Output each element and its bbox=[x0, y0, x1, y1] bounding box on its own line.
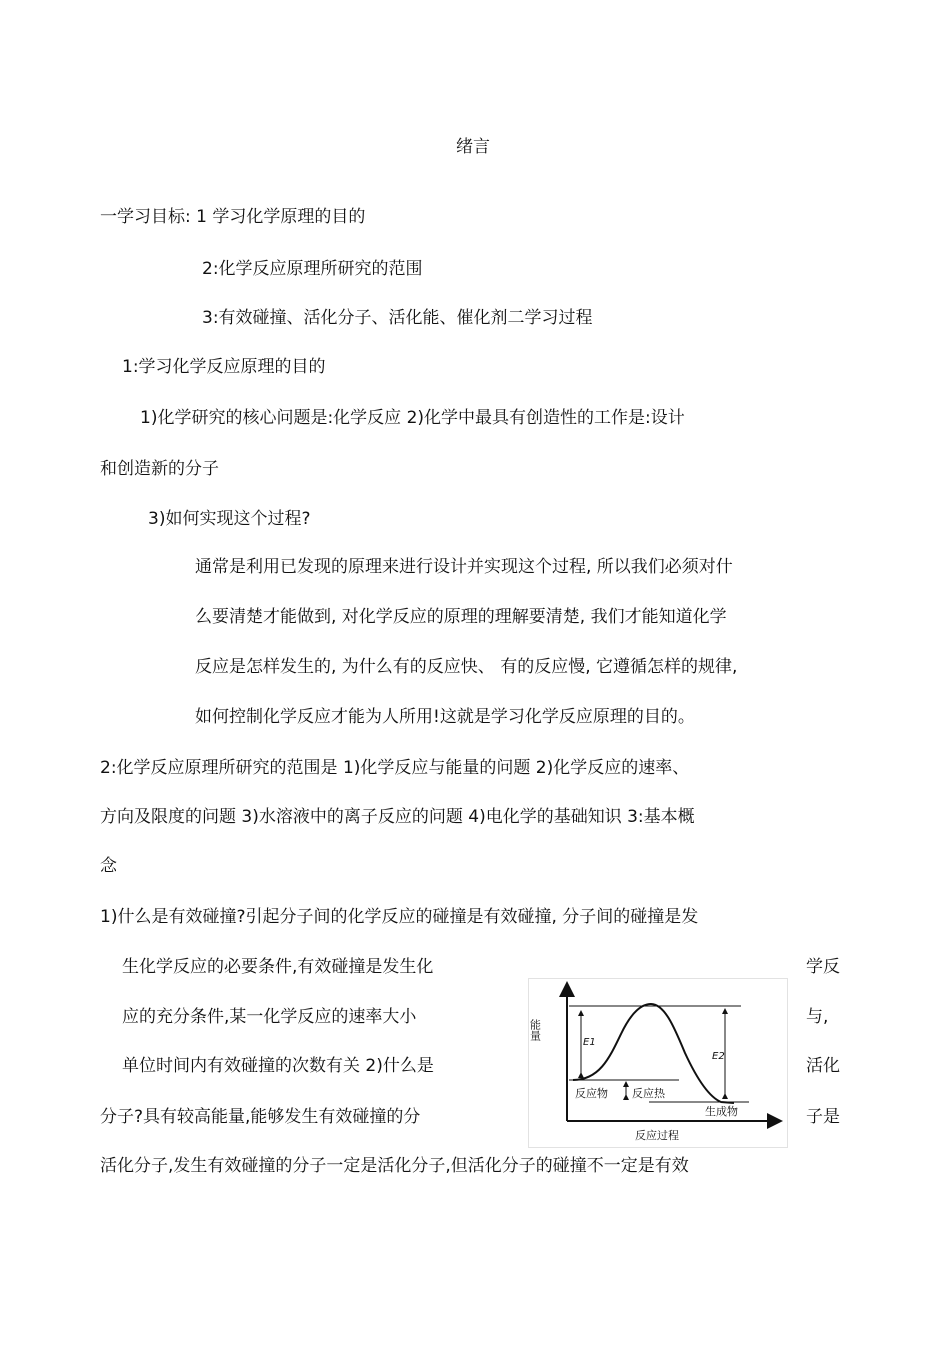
e1-label: E1 bbox=[583, 1037, 596, 1048]
paragraph-line: 1)化学研究的核心问题是:化学反应 2)化学中最具有创造性的工作是:设计 bbox=[140, 408, 685, 428]
paragraph-line: 单位时间内有效碰撞的次数有关 2)什么是 bbox=[122, 1056, 434, 1076]
paragraph-line: 应的充分条件,某一化学反应的速率大小 bbox=[122, 1007, 417, 1027]
paragraph-line: 念 bbox=[100, 856, 117, 876]
paragraph-line: 如何控制化学反应才能为人所用!这就是学习化学反应原理的目的。 bbox=[195, 707, 695, 727]
paragraph-line: 活化分子,发生有效碰撞的分子一定是活化分子,但活化分子的碰撞不一定是有效 bbox=[100, 1156, 689, 1176]
product-label: 生成物 bbox=[705, 1105, 738, 1118]
paragraph-line: 生化学反应的必要条件,有效碰撞是发生化 bbox=[122, 957, 434, 977]
x-axis-label: 反应过程 bbox=[635, 1129, 679, 1142]
paragraph-line: 么要清楚才能做到, 对化学反应的原理的理解要清楚, 我们才能知道化学 bbox=[195, 607, 727, 627]
y-axis-label: 能量 bbox=[529, 1019, 542, 1041]
paragraph-line: 通常是利用已发现的原理来进行设计并实现这个过程, 所以我们必须对什 bbox=[195, 557, 733, 577]
reactant-label: 反应物 bbox=[575, 1087, 608, 1100]
e2-label: E2 bbox=[712, 1051, 725, 1062]
paragraph-line: 3)如何实现这个过程? bbox=[148, 509, 311, 529]
paragraph-line: 2:化学反应原理所研究的范围是 1)化学反应与能量的问题 2)化学反应的速率、 bbox=[100, 758, 690, 778]
learning-goal-2: 2:化学反应原理所研究的范围 bbox=[202, 259, 423, 279]
paragraph-line-right: 学反 bbox=[806, 957, 840, 977]
paragraph-line-right: 与, bbox=[806, 1007, 829, 1027]
paragraph-line: 和创造新的分子 bbox=[100, 459, 219, 479]
paragraph-line: 方向及限度的问题 3)水溶液中的离子反应的问题 4)电化学的基础知识 3:基本概 bbox=[100, 807, 695, 827]
section-heading-1: 1:学习化学反应原理的目的 bbox=[122, 357, 326, 377]
learning-goal-1: 一学习目标: 1 学习化学原理的目的 bbox=[100, 207, 366, 227]
paragraph-line-right: 子是 bbox=[806, 1107, 840, 1127]
energy-diagram bbox=[528, 978, 788, 1148]
paragraph-line-right: 活化 bbox=[806, 1056, 840, 1076]
page-title: 绪言 bbox=[456, 137, 490, 157]
paragraph-line: 1)什么是有效碰撞?引起分子间的化学反应的碰撞是有效碰撞, 分子间的碰撞是发 bbox=[100, 907, 699, 927]
heat-label: 反应热 bbox=[632, 1087, 665, 1100]
learning-goal-3: 3:有效碰撞、活化分子、活化能、催化剂二学习过程 bbox=[202, 308, 593, 328]
paragraph-line: 分子?具有较高能量,能够发生有效碰撞的分 bbox=[100, 1107, 421, 1127]
paragraph-line: 反应是怎样发生的, 为什么有的反应快、 有的反应慢, 它遵循怎样的规律, bbox=[195, 657, 738, 677]
